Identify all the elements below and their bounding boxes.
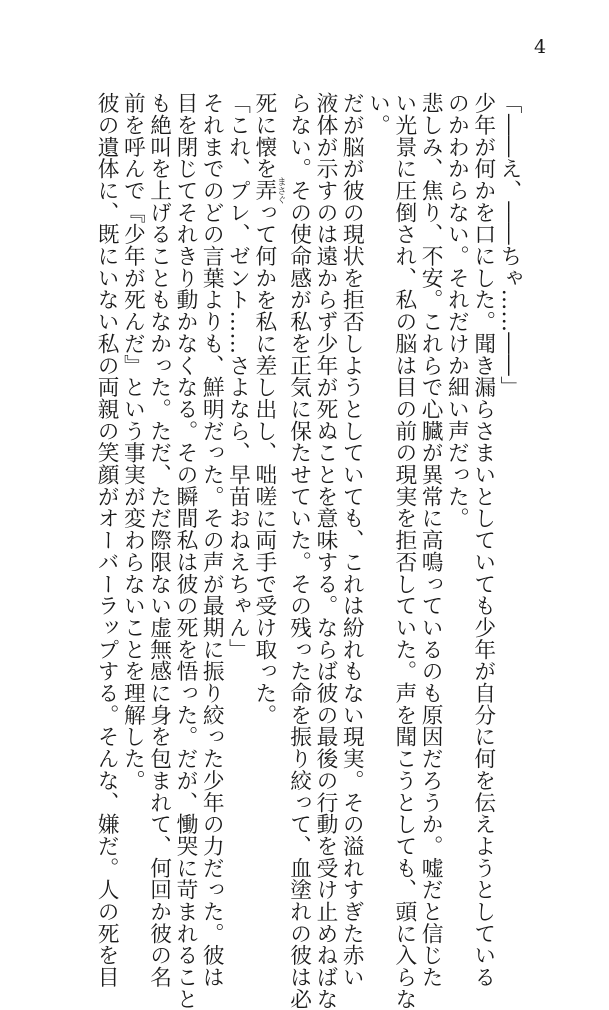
- text-line: 目を閉じてそれきり動かなくなる。その瞬間私は彼の死を悟った。だが、慟哭に苛まれること: [172, 92, 198, 1010]
- ruby-word: [251, 176, 286, 204]
- ruby-line-before: 死に懐を: [251, 92, 277, 180]
- text-line: だが脳が彼の現状を拒否しようとしていても、これは紛れもない現実。その溢れすぎた赤い: [339, 92, 365, 988]
- page-number: 4: [534, 36, 547, 58]
- text-line: 悲しみ、焦り、不安。これらで心臓が異常に高鳴っているのも原因だろうか。嘘だと信じた: [418, 92, 444, 988]
- text-line: い光景に圧倒され、私の脳は目の前の現実を拒否していた。声を聞こうとしても、頭に入らな: [391, 92, 417, 1010]
- text-line: らない。その使命感が私を正気に保たせていた。その残った命を振り絞って、血塗れの彼は必: [286, 92, 312, 1010]
- text-line: のかわからない。それだけか細い声だった。: [444, 92, 470, 529]
- text-line-with-ruby: [251, 92, 286, 862]
- ruby-line-after: って何かを私に差し出し、咄嗟に両手で受け取った。: [251, 201, 277, 726]
- text-line: も絶叫を上げることもなかった。ただ、ただ際限ない虚無感に身を包まれて、何回か彼の名: [146, 92, 172, 988]
- ruby-base: 弄: [251, 176, 277, 204]
- text-line: 液体が示すのは遠からず少年が死ぬことを意味する。ならば彼の最後の行動を受け止めねばな: [312, 92, 338, 1010]
- text-line: 前を呼んで『少年が死んだ』という事実が変わらないことを理解した。: [120, 92, 146, 792]
- text-line: 少年が何かを口にした。聞き漏らさまいとしていても少年が自分に何を伝えようとしている: [470, 92, 496, 988]
- text-line: 「――え、――ちゃ……――」: [497, 92, 522, 398]
- text-line: 「これ、プレ、ゼント……さよなら、早苗おねえちゃん」: [225, 92, 251, 661]
- text-line: 彼の遺体に、既にいない私の両親の笑顔がオーバーラップする。そんな、嫌だ。人の死を目: [94, 92, 120, 988]
- ruby-reading: まさぐ: [275, 176, 286, 204]
- body-text: [93, 92, 522, 1010]
- text-line: それまでのどの言葉よりも、鮮明だった。その声が最期に振り絞った少年の力だった。彼は: [199, 92, 225, 988]
- text-line: い。: [365, 92, 391, 136]
